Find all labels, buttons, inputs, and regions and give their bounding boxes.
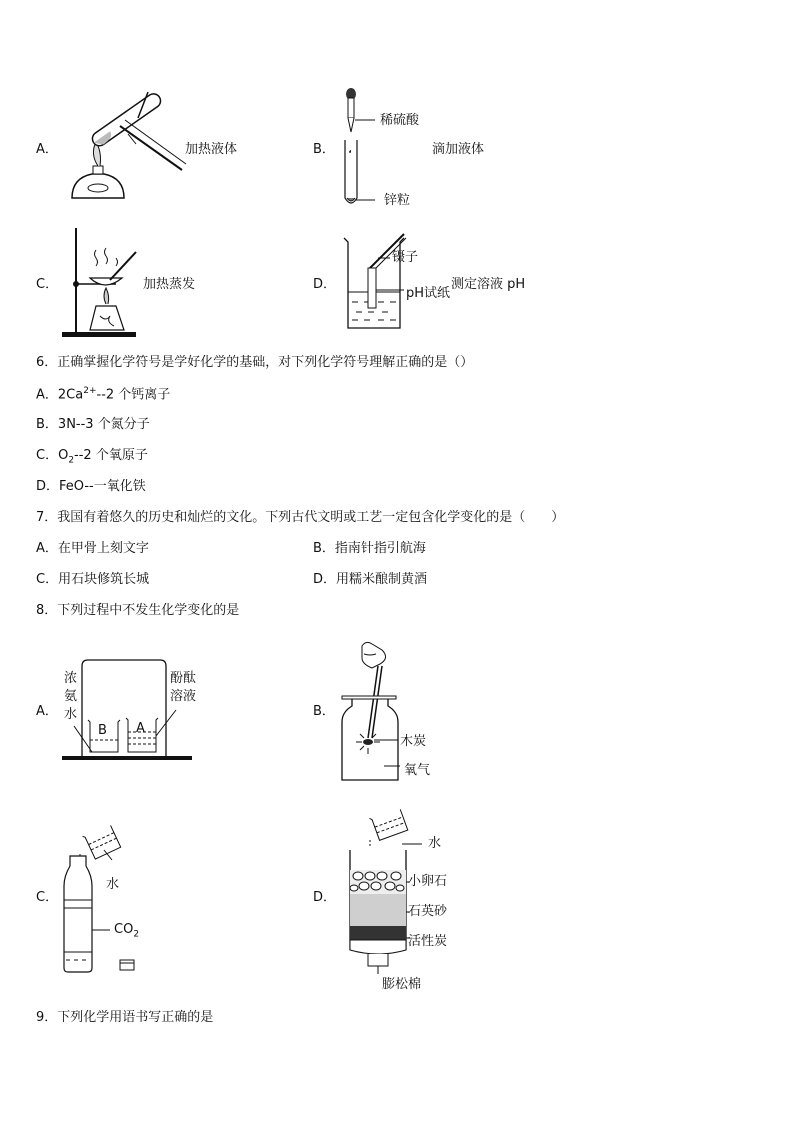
q8-b-charcoal-figure xyxy=(338,642,408,782)
q8-c-label-water: 水 xyxy=(106,877,120,892)
q5-d-label: 测定溶液 pH xyxy=(451,277,526,292)
q8-c-co2-prefix: CO xyxy=(114,922,134,937)
q6-option-a xyxy=(36,387,170,401)
q6-option-c xyxy=(36,449,148,466)
q5-a-heating-liquid-figure xyxy=(60,88,190,213)
q8-b-label-oxygen: 氧气 xyxy=(404,763,431,778)
q8-stem: 8．下列过程中不发生化学变化的是 xyxy=(36,603,240,618)
q5-b-dropper-figure xyxy=(335,86,375,214)
q9-stem: 9．下列化学用语书写正确的是 xyxy=(36,1010,214,1025)
q8-d-layer-pebbles: 小卵石 xyxy=(408,874,448,889)
q8-d-label-water: 水 xyxy=(428,836,442,851)
q5-option-b-letter: B． xyxy=(313,142,335,157)
q8-option-b-letter: B． xyxy=(313,704,335,719)
q6-c-subscript: 2 xyxy=(68,455,75,466)
q5-c-evaporation-figure xyxy=(60,226,140,340)
q7-option-c: C．用石块修筑长城 xyxy=(36,572,150,587)
q8-d-layer-quartz-sand: 石英砂 xyxy=(408,904,448,919)
q6-a-charge: 2+ xyxy=(83,386,97,396)
q5-option-a-letter: A． xyxy=(36,142,58,157)
q5-b-label: 滴加液体 xyxy=(432,142,485,157)
q8-a-left-label-1: 浓 xyxy=(64,671,78,686)
q7-option-a: A．在甲骨上刻文字 xyxy=(36,541,149,556)
q8-c-co2-bottle-figure xyxy=(58,820,148,980)
q6-a-suffix: --2 个钙离子 xyxy=(96,387,171,403)
q5-option-c-letter: C． xyxy=(36,277,59,292)
q5-d-top-label: 镊子 xyxy=(392,250,419,265)
q8-option-a-letter: A． xyxy=(36,704,58,719)
q6-a-prefix: A．2Ca xyxy=(36,387,84,403)
q8-a-left-label-2: 氨 xyxy=(64,689,78,704)
q8-a-beaker-a: A xyxy=(136,721,145,736)
q8-d-layer-activated-carbon: 活性炭 xyxy=(408,934,448,949)
q7-option-d: D．用糯米酿制黄酒 xyxy=(313,572,428,587)
q8-a-beaker-b: B xyxy=(98,723,107,738)
q8-a-right-label-1: 酚酞 xyxy=(170,671,197,686)
q5-b-bottom-label: 锌粒 xyxy=(384,193,411,208)
q5-d-ph-figure xyxy=(342,232,412,332)
q6-option-b: B．3N--3 个氮分子 xyxy=(36,417,150,432)
q5-b-top-label: 稀硫酸 xyxy=(380,113,420,128)
q8-c-co2-sub: 2 xyxy=(133,929,140,940)
q8-option-c-letter: C． xyxy=(36,890,59,905)
q8-d-water-filter-figure xyxy=(344,808,424,988)
q8-c-label-co2 xyxy=(114,923,139,940)
q8-a-right-label-2: 溶液 xyxy=(170,689,197,704)
q6-option-d: D．FeO--一氧化铁 xyxy=(36,479,146,494)
q5-d-mid-label: pH试纸 xyxy=(406,286,451,301)
q7-stem: 7．我国有着悠久的历史和灿烂的文化。下列古代文明或工艺一定包含化学变化的是（ ） xyxy=(36,510,565,525)
q6-c-prefix: C．O xyxy=(36,448,69,463)
q6-c-suffix: --2 个氧原子 xyxy=(74,448,148,463)
q5-option-d-letter: D． xyxy=(313,277,337,292)
q6-stem: 6．正确掌握化学符号是学好化学的基础，对下列化学符号理解正确的是（） xyxy=(36,355,474,370)
q5-c-label: 加热蒸发 xyxy=(143,277,196,292)
q8-b-label-charcoal: 木炭 xyxy=(400,734,427,749)
q8-a-left-label-3: 水 xyxy=(64,707,78,722)
q7-option-b: B．指南针指引航海 xyxy=(313,541,426,556)
q5-a-label: 加热液体 xyxy=(185,142,238,157)
q8-option-d-letter: D． xyxy=(313,890,337,905)
q8-d-layer-cotton: 膨松棉 xyxy=(382,977,422,992)
